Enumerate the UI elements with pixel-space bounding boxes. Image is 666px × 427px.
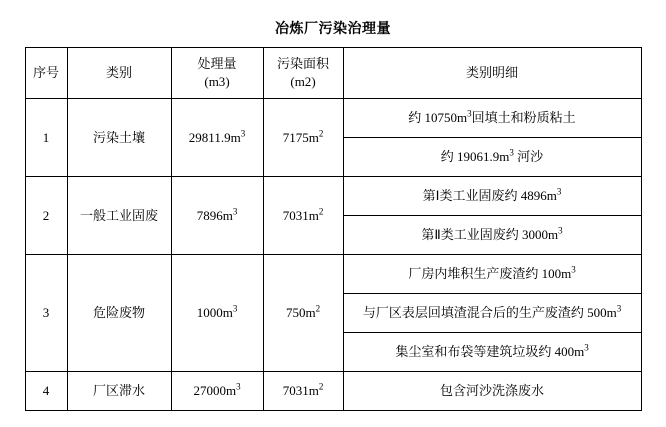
cell-seq: 1 — [25, 99, 67, 177]
header-category — [67, 48, 171, 99]
page-title: 冶炼厂污染治理量 — [275, 22, 391, 37]
header-area — [263, 48, 343, 99]
table-row — [25, 177, 641, 216]
table-row — [25, 372, 641, 411]
cell-category: 一般工业固废 — [67, 177, 171, 255]
cell-detail: 约 $10750m^3$回填土和粉质粘土 — [343, 99, 641, 138]
header-amount-label: 处理量 — [197, 56, 237, 72]
cell-area: $7175m^2$ — [263, 99, 343, 177]
cell-category: 污染土壤 — [67, 99, 171, 177]
cell-area: $7031m^2$ — [263, 177, 343, 255]
header-seq — [25, 48, 67, 99]
pollution-treatment-table — [25, 47, 642, 411]
cell-detail: 第Ⅱ类工业固废约 $3000m^3$ — [343, 216, 641, 255]
table-header — [25, 48, 641, 99]
cell-detail: 约 $19061.9m^3$ 河沙 — [343, 138, 641, 177]
cell-category: 危险废物 — [67, 255, 171, 372]
cell-detail: 与厂区表层回填渣混合后的生产废渣约 $500m^3$ — [343, 294, 641, 333]
cell-area: $750m^2$ — [263, 255, 343, 372]
header-detail — [343, 48, 641, 99]
table-body — [25, 99, 641, 411]
cell-seq: 2 — [25, 177, 67, 255]
cell-detail: 厂房内堆积生产废渣约 $100m^3$ — [343, 255, 641, 294]
header-amount — [171, 48, 263, 99]
header-category-label: 类别 — [105, 65, 132, 81]
header-seq-label: 序号 — [32, 65, 59, 81]
header-detail-label: 类别明细 — [465, 65, 518, 81]
cell-seq: 4 — [25, 372, 67, 411]
cell-amount: $29811.9m^3$ — [171, 99, 263, 177]
cell-category: 厂区滞水 — [67, 372, 171, 411]
cell-area: $7031m^2$ — [263, 372, 343, 411]
cell-detail: 第Ⅰ类工业固废约 $4896m^3$ — [343, 177, 641, 216]
cell-detail: 包含河沙洗涤废水 — [343, 372, 641, 411]
cell-amount: $1000m^3$ — [171, 255, 263, 372]
table-row — [25, 99, 641, 138]
cell-seq: 3 — [25, 255, 67, 372]
header-area-label: 污染面积 — [276, 56, 329, 72]
cell-amount: $7896m^3$ — [171, 177, 263, 255]
cell-amount: $27000m^3$ — [171, 372, 263, 411]
header-amount-unit: (m3) — [204, 74, 230, 89]
table-row — [25, 255, 641, 294]
header-area-unit: (m2) — [290, 74, 316, 89]
cell-detail: 集尘室和布袋等建筑垃圾约 $400m^3$ — [343, 333, 641, 372]
table-header-row — [25, 48, 641, 99]
